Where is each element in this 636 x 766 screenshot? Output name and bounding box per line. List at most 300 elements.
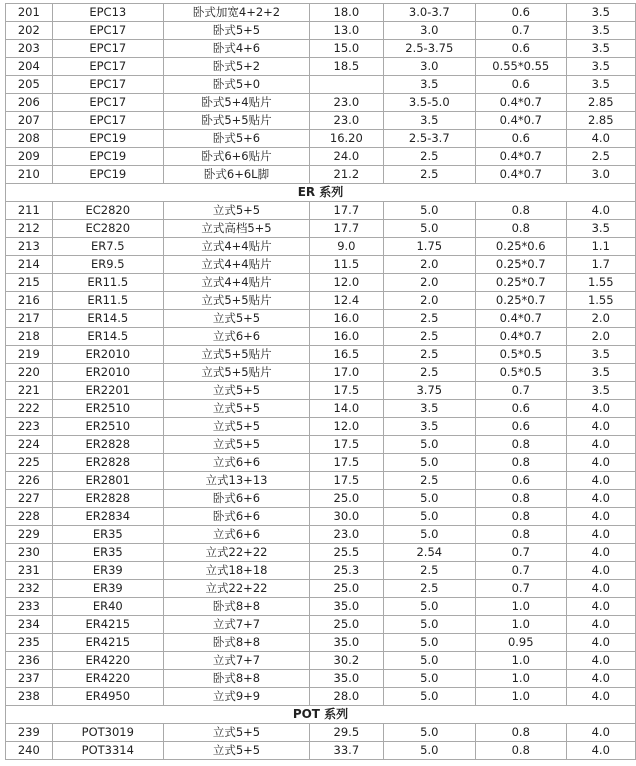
table-cell: 0.8 bbox=[475, 220, 566, 238]
table-cell: 3.5 bbox=[383, 112, 475, 130]
table-cell: 3.5 bbox=[566, 364, 635, 382]
section-title: ER 系列 bbox=[6, 184, 636, 202]
table-cell: 0.8 bbox=[475, 202, 566, 220]
table-cell: 4.0 bbox=[566, 130, 635, 148]
table-cell: ER2828 bbox=[52, 490, 163, 508]
table-cell: 3.5 bbox=[383, 418, 475, 436]
table-cell: EPC17 bbox=[52, 22, 163, 40]
table-cell: 2.5-3.75 bbox=[383, 40, 475, 58]
table-cell: 1.0 bbox=[475, 598, 566, 616]
table-cell: ER11.5 bbox=[52, 292, 163, 310]
table-cell: POT3019 bbox=[52, 724, 163, 742]
table-cell: 14.0 bbox=[310, 400, 383, 418]
table-cell: 0.8 bbox=[475, 454, 566, 472]
table-cell: 0.55*0.55 bbox=[475, 58, 566, 76]
table-cell: 208 bbox=[6, 130, 53, 148]
table-cell: 216 bbox=[6, 292, 53, 310]
table-cell: 220 bbox=[6, 364, 53, 382]
table-cell: 卧式5+5贴片 bbox=[163, 112, 309, 130]
table-cell: 17.0 bbox=[310, 364, 383, 382]
table-cell: 4.0 bbox=[566, 688, 635, 706]
table-cell: 5.0 bbox=[383, 688, 475, 706]
table-cell: 29.5 bbox=[310, 724, 383, 742]
table-cell: 立式13+13 bbox=[163, 472, 309, 490]
table-cell: 卧式5+0 bbox=[163, 76, 309, 94]
table-row bbox=[6, 562, 636, 580]
table-cell: 25.0 bbox=[310, 580, 383, 598]
table-cell: ER4220 bbox=[52, 652, 163, 670]
section-header-row bbox=[6, 706, 636, 724]
table-cell: ER2828 bbox=[52, 436, 163, 454]
table-cell: 5.0 bbox=[383, 598, 475, 616]
table-cell: 229 bbox=[6, 526, 53, 544]
table-cell: 5.0 bbox=[383, 616, 475, 634]
table-cell: 0.7 bbox=[475, 544, 566, 562]
table-cell: 3.0-3.7 bbox=[383, 4, 475, 22]
table-cell: 3.0 bbox=[566, 166, 635, 184]
table-cell: 25.5 bbox=[310, 544, 383, 562]
table-cell: 4.0 bbox=[566, 634, 635, 652]
table-row bbox=[6, 202, 636, 220]
table-cell: 4.0 bbox=[566, 472, 635, 490]
table-cell: 0.5*0.5 bbox=[475, 364, 566, 382]
table-cell: ER39 bbox=[52, 580, 163, 598]
table-cell: 3.5 bbox=[566, 76, 635, 94]
table-cell: 225 bbox=[6, 454, 53, 472]
table-cell: 3.5 bbox=[383, 400, 475, 418]
table-cell: 立式4+4贴片 bbox=[163, 238, 309, 256]
table-cell: 25.0 bbox=[310, 490, 383, 508]
table-cell: 立式22+22 bbox=[163, 544, 309, 562]
table-cell: 5.0 bbox=[383, 742, 475, 760]
table-row bbox=[6, 364, 636, 382]
table-row bbox=[6, 436, 636, 454]
table-cell: 立式6+6 bbox=[163, 328, 309, 346]
table-row bbox=[6, 652, 636, 670]
table-cell: POT3314 bbox=[52, 742, 163, 760]
table-cell: ER4215 bbox=[52, 634, 163, 652]
table-cell: 5.0 bbox=[383, 220, 475, 238]
table-cell: 立式5+5 bbox=[163, 418, 309, 436]
table-cell: 立式6+6 bbox=[163, 454, 309, 472]
table-cell: 17.7 bbox=[310, 202, 383, 220]
table-cell: 0.4*0.7 bbox=[475, 310, 566, 328]
table-cell: 231 bbox=[6, 562, 53, 580]
table-cell: 2.5 bbox=[383, 310, 475, 328]
table-cell: 17.5 bbox=[310, 472, 383, 490]
table-cell: 223 bbox=[6, 418, 53, 436]
table-cell: 2.0 bbox=[383, 256, 475, 274]
table-row bbox=[6, 112, 636, 130]
table-cell: EPC17 bbox=[52, 40, 163, 58]
table-row bbox=[6, 76, 636, 94]
table-cell: 35.0 bbox=[310, 598, 383, 616]
table-row bbox=[6, 130, 636, 148]
table-cell: 30.0 bbox=[310, 508, 383, 526]
table-cell: 2.5 bbox=[383, 166, 475, 184]
table-cell: 0.8 bbox=[475, 742, 566, 760]
table-row bbox=[6, 742, 636, 760]
table-row bbox=[6, 598, 636, 616]
table-cell: ER2201 bbox=[52, 382, 163, 400]
table-cell: 18.5 bbox=[310, 58, 383, 76]
table-cell: 卧式8+8 bbox=[163, 634, 309, 652]
table-cell: 立式6+6 bbox=[163, 526, 309, 544]
table-cell: 卧式5+4贴片 bbox=[163, 94, 309, 112]
table-cell: 立式7+7 bbox=[163, 616, 309, 634]
table-cell: 0.4*0.7 bbox=[475, 112, 566, 130]
table-cell: ER4950 bbox=[52, 688, 163, 706]
table-cell: 5.0 bbox=[383, 454, 475, 472]
table-cell: 17.5 bbox=[310, 454, 383, 472]
table-cell: 2.85 bbox=[566, 94, 635, 112]
spec-table bbox=[5, 3, 636, 760]
table-cell: 214 bbox=[6, 256, 53, 274]
table-cell: 立式高档5+5 bbox=[163, 220, 309, 238]
table-cell: 2.5 bbox=[566, 148, 635, 166]
table-cell: 4.0 bbox=[566, 526, 635, 544]
table-cell: 233 bbox=[6, 598, 53, 616]
table-cell: 1.0 bbox=[475, 670, 566, 688]
table-cell: ER9.5 bbox=[52, 256, 163, 274]
table-cell: 2.5 bbox=[383, 148, 475, 166]
table-cell: 3.5 bbox=[566, 22, 635, 40]
table-cell: 2.85 bbox=[566, 112, 635, 130]
table-cell: 0.6 bbox=[475, 76, 566, 94]
table-row bbox=[6, 58, 636, 76]
table-cell: 211 bbox=[6, 202, 53, 220]
table-cell: 4.0 bbox=[566, 508, 635, 526]
table-cell: 3.5 bbox=[383, 76, 475, 94]
table-cell: 4.0 bbox=[566, 670, 635, 688]
table-cell: ER2510 bbox=[52, 400, 163, 418]
table-cell: 4.0 bbox=[566, 580, 635, 598]
table-cell: EPC19 bbox=[52, 148, 163, 166]
table-cell: 立式5+5 bbox=[163, 382, 309, 400]
table-cell: 1.55 bbox=[566, 292, 635, 310]
table-cell: ER39 bbox=[52, 562, 163, 580]
table-cell: 5.0 bbox=[383, 436, 475, 454]
table-cell: ER2801 bbox=[52, 472, 163, 490]
table-cell: 2.5 bbox=[383, 364, 475, 382]
table-cell bbox=[310, 76, 383, 94]
table-cell: 0.6 bbox=[475, 418, 566, 436]
table-cell: 4.0 bbox=[566, 544, 635, 562]
table-cell: 28.0 bbox=[310, 688, 383, 706]
table-cell: 0.6 bbox=[475, 472, 566, 490]
table-cell: 立式18+18 bbox=[163, 562, 309, 580]
table-cell: 0.8 bbox=[475, 724, 566, 742]
table-cell: 5.0 bbox=[383, 526, 475, 544]
table-cell: 16.5 bbox=[310, 346, 383, 364]
table-cell: 235 bbox=[6, 634, 53, 652]
table-row bbox=[6, 256, 636, 274]
table-cell: ER2010 bbox=[52, 364, 163, 382]
table-cell: 2.5 bbox=[383, 472, 475, 490]
table-cell: 16.20 bbox=[310, 130, 383, 148]
table-cell: 227 bbox=[6, 490, 53, 508]
table-cell: ER35 bbox=[52, 526, 163, 544]
table-row bbox=[6, 400, 636, 418]
table-cell: EPC17 bbox=[52, 94, 163, 112]
table-cell: 226 bbox=[6, 472, 53, 490]
table-cell: 217 bbox=[6, 310, 53, 328]
table-cell: 1.0 bbox=[475, 688, 566, 706]
table-row bbox=[6, 490, 636, 508]
table-cell: 25.0 bbox=[310, 616, 383, 634]
table-row bbox=[6, 526, 636, 544]
table-cell: 1.1 bbox=[566, 238, 635, 256]
table-cell: EC2820 bbox=[52, 202, 163, 220]
table-cell: 0.95 bbox=[475, 634, 566, 652]
table-cell: 0.4*0.7 bbox=[475, 328, 566, 346]
table-cell: EPC19 bbox=[52, 166, 163, 184]
table-cell: 0.7 bbox=[475, 562, 566, 580]
table-cell: 12.4 bbox=[310, 292, 383, 310]
table-cell: 0.6 bbox=[475, 130, 566, 148]
table-row bbox=[6, 238, 636, 256]
table-row bbox=[6, 418, 636, 436]
table-row bbox=[6, 724, 636, 742]
table-cell: EPC19 bbox=[52, 130, 163, 148]
table-row bbox=[6, 346, 636, 364]
table-cell: 立式4+4贴片 bbox=[163, 274, 309, 292]
table-row bbox=[6, 580, 636, 598]
table-cell: EPC17 bbox=[52, 76, 163, 94]
table-row bbox=[6, 166, 636, 184]
table-cell: 2.0 bbox=[566, 328, 635, 346]
table-cell: 立式5+5贴片 bbox=[163, 292, 309, 310]
table-cell: 232 bbox=[6, 580, 53, 598]
table-cell: 立式4+4贴片 bbox=[163, 256, 309, 274]
table-row bbox=[6, 616, 636, 634]
table-cell: 0.4*0.7 bbox=[475, 148, 566, 166]
table-row bbox=[6, 472, 636, 490]
table-cell: 卧式4+6 bbox=[163, 40, 309, 58]
table-cell: 0.8 bbox=[475, 490, 566, 508]
table-cell: 卧式5+2 bbox=[163, 58, 309, 76]
table-cell: 0.6 bbox=[475, 4, 566, 22]
table-cell: 立式5+5 bbox=[163, 202, 309, 220]
table-cell: 3.5 bbox=[566, 58, 635, 76]
table-cell: ER14.5 bbox=[52, 310, 163, 328]
table-cell: 1.0 bbox=[475, 616, 566, 634]
table-row bbox=[6, 382, 636, 400]
table-cell: EPC17 bbox=[52, 112, 163, 130]
table-cell: 23.0 bbox=[310, 526, 383, 544]
table-cell: 17.5 bbox=[310, 436, 383, 454]
table-cell: 218 bbox=[6, 328, 53, 346]
table-cell: 17.5 bbox=[310, 382, 383, 400]
table-cell: 202 bbox=[6, 22, 53, 40]
table-cell: 卧式6+6L脚 bbox=[163, 166, 309, 184]
table-cell: 0.5*0.5 bbox=[475, 346, 566, 364]
table-cell: 4.0 bbox=[566, 400, 635, 418]
table-cell: 5.0 bbox=[383, 202, 475, 220]
table-cell: 卧式6+6 bbox=[163, 490, 309, 508]
table-cell: 2.5 bbox=[383, 328, 475, 346]
table-cell: 0.6 bbox=[475, 40, 566, 58]
table-cell: 35.0 bbox=[310, 634, 383, 652]
table-cell: 0.8 bbox=[475, 508, 566, 526]
table-cell: 1.75 bbox=[383, 238, 475, 256]
table-cell: 215 bbox=[6, 274, 53, 292]
table-row bbox=[6, 670, 636, 688]
table-cell: 25.3 bbox=[310, 562, 383, 580]
table-cell: 3.5 bbox=[566, 382, 635, 400]
table-cell: 2.0 bbox=[383, 274, 475, 292]
table-row bbox=[6, 148, 636, 166]
table-cell: 5.0 bbox=[383, 724, 475, 742]
table-cell: 4.0 bbox=[566, 724, 635, 742]
table-cell: 4.0 bbox=[566, 490, 635, 508]
table-cell: 16.0 bbox=[310, 310, 383, 328]
table-cell: 5.0 bbox=[383, 490, 475, 508]
table-cell: 立式5+5 bbox=[163, 400, 309, 418]
table-cell: ER14.5 bbox=[52, 328, 163, 346]
table-cell: 卧式8+8 bbox=[163, 670, 309, 688]
table-cell: EC2820 bbox=[52, 220, 163, 238]
table-row bbox=[6, 274, 636, 292]
spec-table-container bbox=[5, 3, 636, 760]
table-cell: 219 bbox=[6, 346, 53, 364]
table-cell: 33.7 bbox=[310, 742, 383, 760]
table-cell: 3.75 bbox=[383, 382, 475, 400]
table-cell: 210 bbox=[6, 166, 53, 184]
table-cell: 228 bbox=[6, 508, 53, 526]
table-cell: 立式5+5贴片 bbox=[163, 346, 309, 364]
table-cell: 2.54 bbox=[383, 544, 475, 562]
table-cell: 17.7 bbox=[310, 220, 383, 238]
table-cell: 4.0 bbox=[566, 742, 635, 760]
table-cell: 234 bbox=[6, 616, 53, 634]
table-cell: 2.5-3.7 bbox=[383, 130, 475, 148]
table-row bbox=[6, 310, 636, 328]
table-cell: 0.6 bbox=[475, 400, 566, 418]
table-row bbox=[6, 4, 636, 22]
table-cell: ER2010 bbox=[52, 346, 163, 364]
table-cell: 4.0 bbox=[566, 436, 635, 454]
table-cell: 0.7 bbox=[475, 22, 566, 40]
table-cell: 卧式5+5 bbox=[163, 22, 309, 40]
table-cell: 5.0 bbox=[383, 652, 475, 670]
table-cell: 4.0 bbox=[566, 454, 635, 472]
table-cell: 1.55 bbox=[566, 274, 635, 292]
table-row bbox=[6, 22, 636, 40]
table-cell: 237 bbox=[6, 670, 53, 688]
table-cell: 21.2 bbox=[310, 166, 383, 184]
table-cell: 3.5 bbox=[566, 346, 635, 364]
table-row bbox=[6, 94, 636, 112]
table-cell: 0.7 bbox=[475, 580, 566, 598]
table-cell: 2.5 bbox=[383, 562, 475, 580]
table-row bbox=[6, 40, 636, 58]
table-cell: 立式5+5 bbox=[163, 724, 309, 742]
table-cell: 212 bbox=[6, 220, 53, 238]
table-cell: 2.5 bbox=[383, 580, 475, 598]
table-cell: 15.0 bbox=[310, 40, 383, 58]
table-cell: 30.2 bbox=[310, 652, 383, 670]
table-cell: 3.5 bbox=[566, 4, 635, 22]
table-cell: 0.25*0.7 bbox=[475, 292, 566, 310]
table-cell: 0.4*0.7 bbox=[475, 94, 566, 112]
table-cell: 0.25*0.7 bbox=[475, 256, 566, 274]
table-cell: EPC17 bbox=[52, 58, 163, 76]
table-cell: 222 bbox=[6, 400, 53, 418]
table-cell: 3.5-5.0 bbox=[383, 94, 475, 112]
table-cell: ER35 bbox=[52, 544, 163, 562]
table-cell: ER2828 bbox=[52, 454, 163, 472]
table-row bbox=[6, 634, 636, 652]
table-cell: 206 bbox=[6, 94, 53, 112]
table-cell: 卧式加宽4+2+2 bbox=[163, 4, 309, 22]
table-cell: 224 bbox=[6, 436, 53, 454]
table-cell: ER40 bbox=[52, 598, 163, 616]
table-row bbox=[6, 544, 636, 562]
table-cell: 0.7 bbox=[475, 382, 566, 400]
table-cell: 3.5 bbox=[566, 220, 635, 238]
table-cell: 24.0 bbox=[310, 148, 383, 166]
table-cell: 23.0 bbox=[310, 94, 383, 112]
table-cell: 2.0 bbox=[566, 310, 635, 328]
table-cell: 205 bbox=[6, 76, 53, 94]
table-cell: 0.25*0.6 bbox=[475, 238, 566, 256]
table-cell: 4.0 bbox=[566, 598, 635, 616]
table-cell: 4.0 bbox=[566, 418, 635, 436]
table-cell: 201 bbox=[6, 4, 53, 22]
table-cell: 16.0 bbox=[310, 328, 383, 346]
table-cell: 卧式5+6 bbox=[163, 130, 309, 148]
table-cell: 卧式6+6 bbox=[163, 508, 309, 526]
table-cell: 4.0 bbox=[566, 562, 635, 580]
table-cell: ER7.5 bbox=[52, 238, 163, 256]
table-cell: 12.0 bbox=[310, 274, 383, 292]
table-cell: 9.0 bbox=[310, 238, 383, 256]
table-cell: 239 bbox=[6, 724, 53, 742]
table-row bbox=[6, 292, 636, 310]
table-cell: 35.0 bbox=[310, 670, 383, 688]
table-row bbox=[6, 454, 636, 472]
table-cell: 3.0 bbox=[383, 58, 475, 76]
table-cell: 203 bbox=[6, 40, 53, 58]
table-cell: ER2834 bbox=[52, 508, 163, 526]
table-row bbox=[6, 688, 636, 706]
table-cell: EPC13 bbox=[52, 4, 163, 22]
table-row bbox=[6, 508, 636, 526]
table-cell: 3.0 bbox=[383, 22, 475, 40]
table-cell: 0.25*0.7 bbox=[475, 274, 566, 292]
table-cell: 卧式6+6贴片 bbox=[163, 148, 309, 166]
table-cell: 卧式8+8 bbox=[163, 598, 309, 616]
table-cell: 1.0 bbox=[475, 652, 566, 670]
table-cell: ER4220 bbox=[52, 670, 163, 688]
table-cell: 240 bbox=[6, 742, 53, 760]
table-cell: 1.7 bbox=[566, 256, 635, 274]
table-cell: 5.0 bbox=[383, 508, 475, 526]
table-cell: 0.8 bbox=[475, 436, 566, 454]
table-cell: 13.0 bbox=[310, 22, 383, 40]
table-cell: 209 bbox=[6, 148, 53, 166]
table-cell: 4.0 bbox=[566, 652, 635, 670]
table-cell: 230 bbox=[6, 544, 53, 562]
table-cell: 立式5+5贴片 bbox=[163, 364, 309, 382]
table-cell: 4.0 bbox=[566, 202, 635, 220]
table-cell: 0.8 bbox=[475, 526, 566, 544]
table-cell: 221 bbox=[6, 382, 53, 400]
table-row bbox=[6, 328, 636, 346]
table-cell: 23.0 bbox=[310, 112, 383, 130]
table-cell: 204 bbox=[6, 58, 53, 76]
